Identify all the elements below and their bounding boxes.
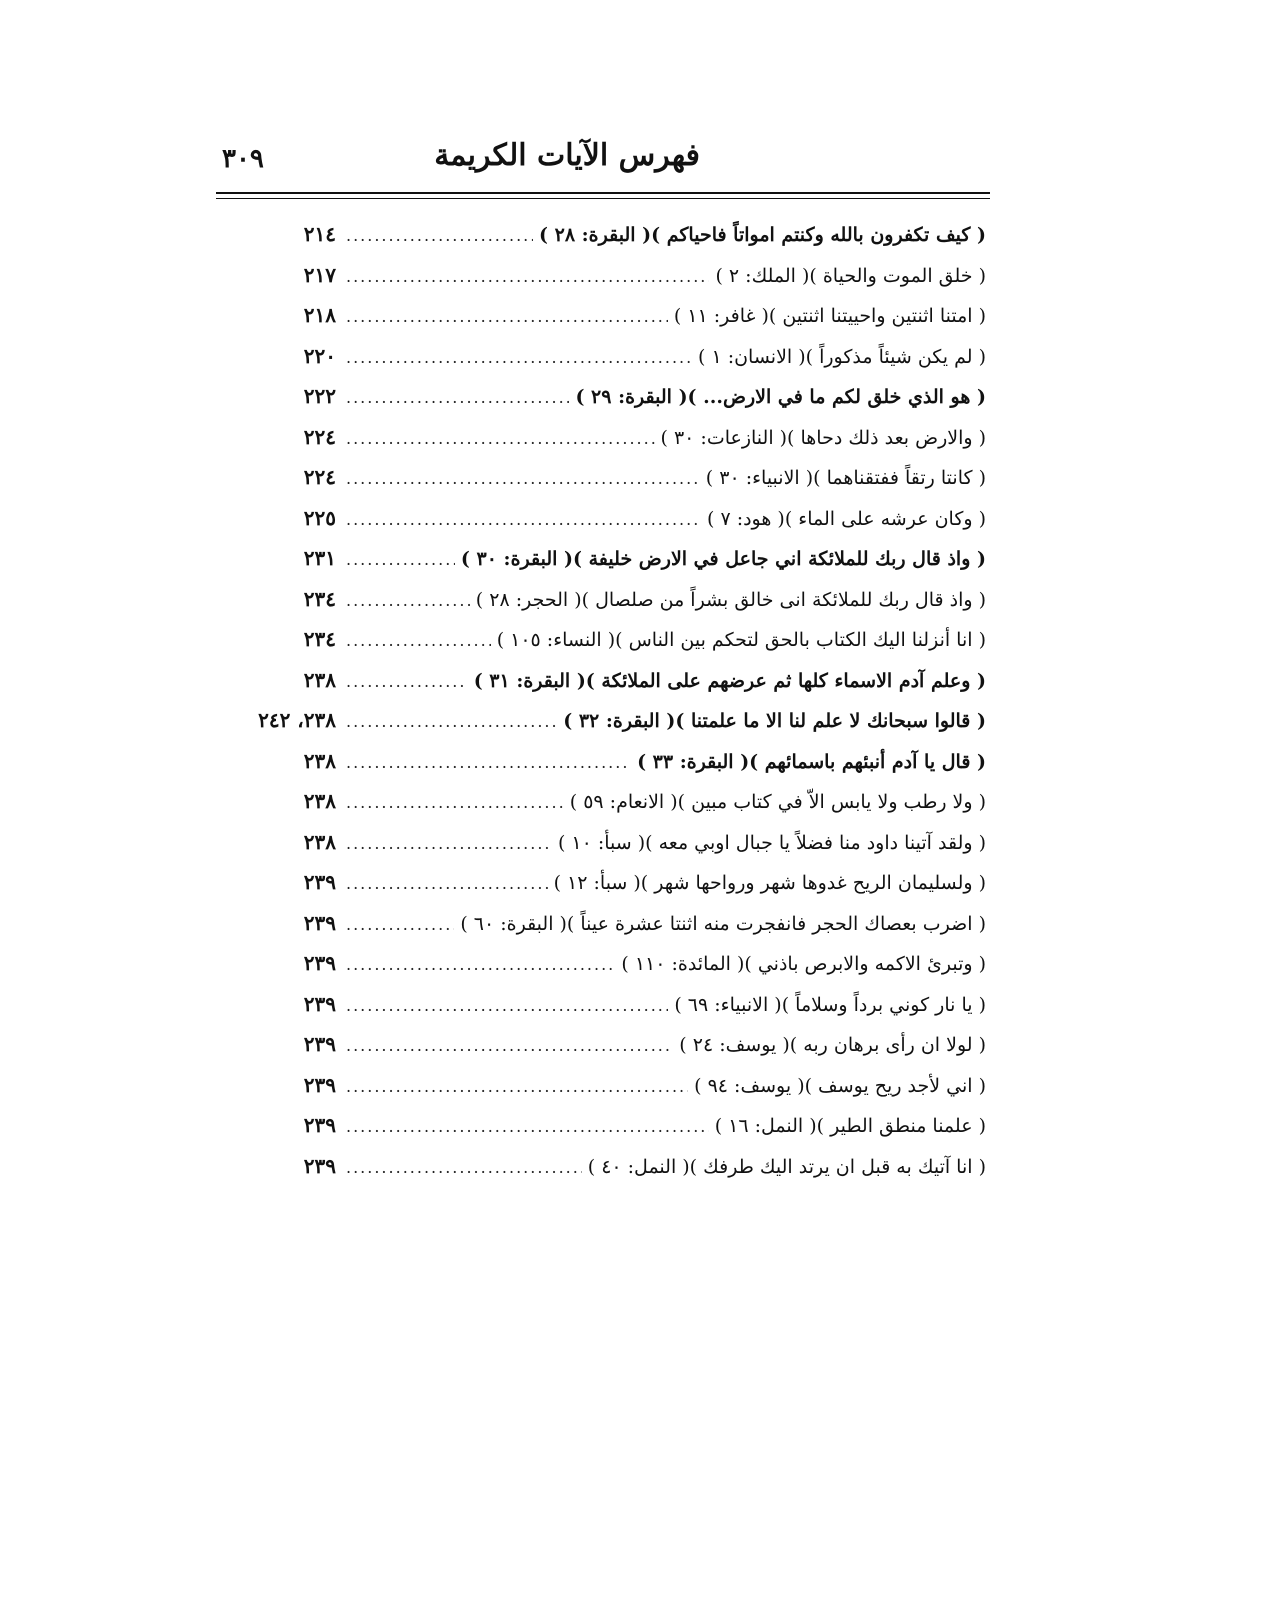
dot-leader — [346, 257, 709, 298]
dot-leader — [346, 459, 700, 500]
index-entry — [216, 660, 986, 701]
index-entry — [216, 417, 986, 458]
verse-text: ( كانتا رتقاً ففتقناهما )( الانبياء: ٣٠ ) — [705, 467, 986, 489]
verse-text: ( قال يا آدم أنبئهم باسمائهم )( البقرة: ٣٣ ) — [637, 750, 986, 773]
verse-text: ( اني لأجد ريح يوسف )( يوسف: ٩٤ ) — [694, 1074, 986, 1097]
header-rule-thick — [216, 192, 990, 194]
page-reference: ٢٣٩ — [303, 1113, 336, 1137]
page-reference: ٢٣٩ — [303, 910, 336, 935]
dot-leader — [346, 297, 668, 338]
index-entry — [216, 214, 986, 255]
page-reference: ٢٢٥ — [303, 505, 336, 530]
page-reference: ٢١٤ — [303, 222, 336, 246]
dot-leader — [346, 419, 655, 460]
verse-text: ( خلق الموت والحياة )( الملك: ٢ ) — [715, 264, 986, 287]
page-reference: ٢٣٩ — [303, 870, 336, 894]
page-reference: ٢١٧ — [303, 262, 336, 287]
verse-text: ( ولقد آتينا داود منا فضلاً يا جبال اوبي معه )( سبأ: ١٠ ) — [557, 831, 986, 854]
index-entry — [216, 376, 986, 417]
dot-leader — [346, 581, 470, 622]
page-reference: ٢٣٤ — [303, 586, 336, 611]
dot-leader — [346, 702, 557, 743]
page-reference: ٢٣٨ — [303, 748, 336, 773]
index-entry — [216, 457, 986, 498]
page-reference: ٢٢٠ — [303, 343, 336, 368]
dot-leader — [346, 1026, 673, 1067]
index-entry — [216, 741, 986, 782]
dot-leader — [346, 662, 468, 703]
index-entry — [216, 1105, 986, 1146]
page-reference: ٢٣٩ — [303, 1153, 336, 1178]
dot-leader — [346, 338, 692, 379]
dot-leader — [346, 500, 701, 541]
index-entry — [216, 1065, 986, 1106]
index-entry — [216, 498, 986, 539]
verse-text: ( قالوا سبحانك لا علم لنا الا ما علمتنا )( البقرة: ٣٢ ) — [563, 710, 986, 732]
index-entry — [216, 255, 986, 296]
dot-leader — [346, 743, 631, 784]
dot-leader — [346, 824, 552, 865]
index-entry — [216, 943, 986, 984]
index-entry — [216, 903, 986, 944]
page-reference: ٢٢٤ — [303, 465, 336, 489]
index-entry — [216, 700, 986, 741]
verse-text: ( والارض بعد ذلك دحاها )( النازعات: ٣٠ ) — [660, 426, 986, 449]
header-rule-thin — [216, 198, 990, 199]
verse-text: ( انا أنزلنا اليك الكتاب بالحق لتحكم بين الناس )( النساء: ١٠٥ ) — [496, 629, 986, 651]
verse-text: ( هو الذي خلق لكم ما في الارض... )( البقرة: ٢٩ ) — [575, 386, 986, 408]
index-entry — [216, 1024, 986, 1065]
dot-leader — [346, 1107, 709, 1148]
page-header — [218, 138, 990, 190]
page-reference: ٢٣٤ — [303, 627, 336, 651]
dot-leader — [346, 621, 491, 662]
verse-text: ( لم يكن شيئاً مذكوراً )( الانسان: ١ ) — [697, 345, 986, 368]
index-entry — [216, 538, 986, 579]
dot-leader — [346, 378, 569, 419]
verse-text: ( كيف تكفرون بالله وكنتم امواتاً فاحياكم )( البقرة: ٢٨ ) — [539, 224, 986, 246]
dot-leader — [346, 905, 454, 946]
page-reference: ٢٢٤ — [303, 424, 336, 449]
verse-text: ( واذ قال ربك للملائكة اني جاعل في الارض خليفة )( البقرة: ٣٠ ) — [460, 548, 986, 570]
dot-leader — [346, 864, 548, 905]
page-reference: ٢٣٩ — [303, 991, 336, 1016]
verse-text: ( انا آتيك به قبل ان يرتد اليك طرفك )( النمل: ٤٠ ) — [587, 1155, 986, 1178]
index-entry — [216, 295, 986, 336]
page-reference: ٢٣٨ — [303, 667, 336, 692]
index-entry — [216, 822, 986, 863]
dot-leader — [346, 216, 533, 257]
verse-text: ( لولا ان رأى برهان ربه )( يوسف: ٢٤ ) — [679, 1034, 986, 1056]
verse-text: ( وعلم آدم الاسماء كلها ثم عرضهم على الملائكة )( البقرة: ٣١ ) — [473, 669, 986, 692]
verse-text: ( واذ قال ربك للملائكة انى خالق بشراً من صلصال )( الحجر: ٢٨ ) — [475, 588, 986, 611]
dot-leader — [346, 1148, 582, 1189]
verse-text: ( ولسليمان الريح غدوها شهر ورواحها شهر )( سبأ: ١٢ ) — [553, 872, 986, 894]
page-number: ٣٠٩ — [222, 144, 264, 174]
index-entry — [216, 619, 986, 660]
index-entry — [216, 579, 986, 620]
page-reference: ٢١٨ — [303, 303, 336, 327]
index-entry — [216, 336, 986, 377]
verse-text: ( ولا رطب ولا يابس الاّ في كتاب مبين )( الانعام: ٥٩ ) — [569, 791, 986, 813]
verse-text: ( وتبرئ الاكمه والابرص باذني )( المائدة: ١١٠ ) — [621, 953, 986, 975]
page-reference: ٢٣٨ — [303, 829, 336, 854]
dot-leader — [346, 783, 564, 824]
index-entry — [216, 1146, 986, 1187]
page-reference: ٢٣٩ — [303, 1032, 336, 1056]
verse-text: ( اضرب بعصاك الحجر فانفجرت منه اثنتا عشرة عيناً )( البقرة: ٦٠ ) — [460, 912, 986, 935]
page-reference: ٢٣٩ — [303, 951, 336, 975]
page-reference: ٢٢٢ — [303, 384, 336, 408]
verse-text: ( امتنا اثنتين واحييتنا اثنتين )( غافر: ١١ ) — [673, 305, 986, 327]
dot-leader — [346, 1067, 688, 1108]
page-title: فهرس الآيات الكريمة — [434, 138, 700, 173]
page-reference: ٢٣٩ — [303, 1072, 336, 1097]
dot-leader — [346, 945, 615, 986]
page-reference: ٢٣٨ — [303, 789, 336, 813]
verse-text: ( وكان عرشه على الماء )( هود: ٧ ) — [706, 507, 986, 530]
dot-leader — [346, 986, 668, 1027]
page-reference: ٢٣١ — [303, 546, 336, 570]
index-entry — [216, 862, 986, 903]
verse-index-list — [216, 214, 986, 1186]
index-entry — [216, 781, 986, 822]
verse-text: ( يا نار كوني برداً وسلاماً )( الانبياء: ٦٩ ) — [674, 993, 986, 1016]
page-reference: ٢٣٨، ٢٤٢ — [258, 708, 336, 732]
dot-leader — [346, 540, 455, 581]
index-entry — [216, 984, 986, 1025]
verse-text: ( علمنا منطق الطير )( النمل: ١٦ ) — [714, 1115, 986, 1137]
